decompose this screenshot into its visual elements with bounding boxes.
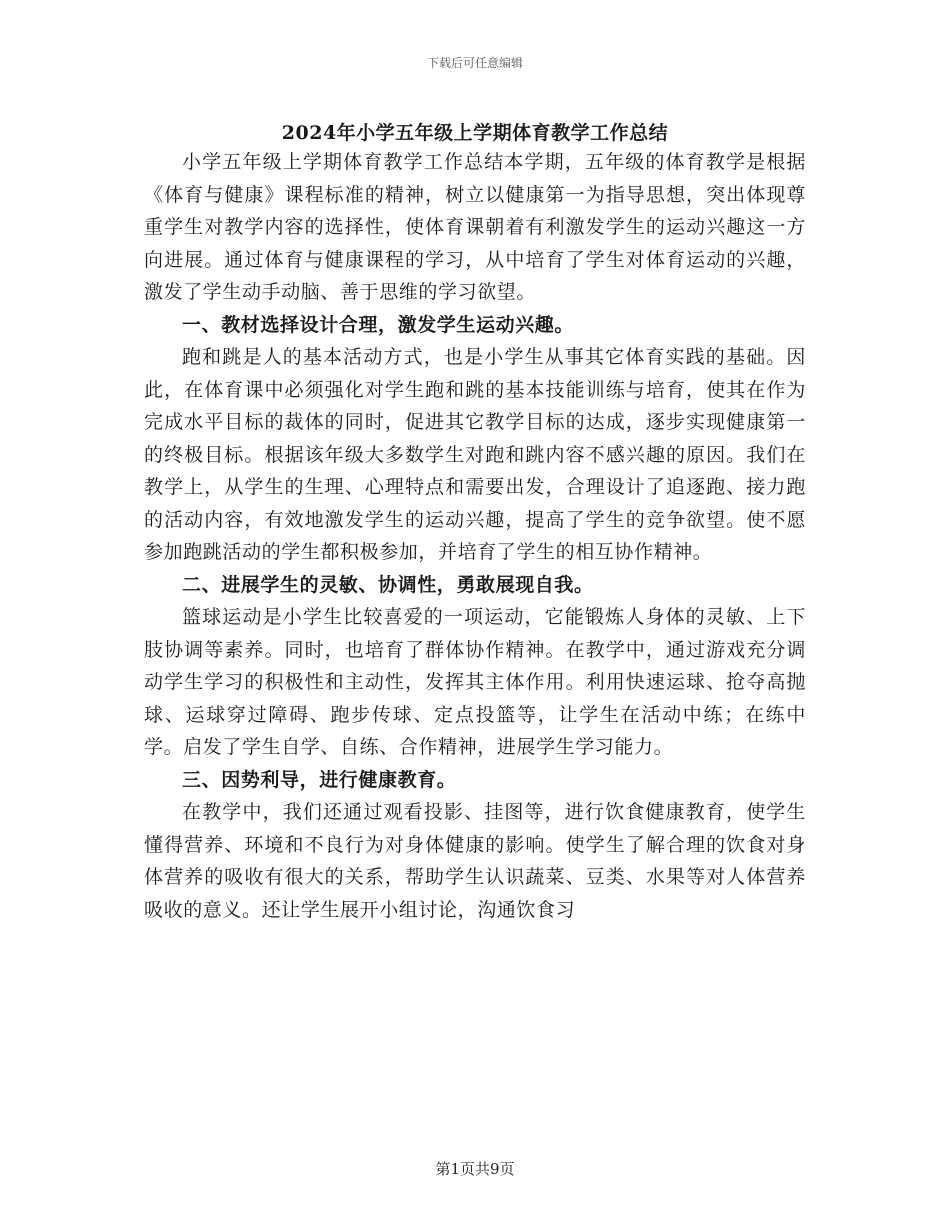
section-paragraph-2: 篮球运动是小学生比较喜爱的一项运动，它能锻炼人身体的灵敏、上下肢协调等素养。同时，也培育了群体协作精神。在教学中，通过游戏充分调动学生学习的积极性和主动性，发挥其主体作用。利用快速运球、抢夺高抛球、运球穿过障碍、跑步传球、定点投篮等，让学生在活动中练；在练中学。启发了学生自学、自练、合作精神，进展学生学习能力。 <box>144 606 806 758</box>
section-heading-3: 三、因势利导，进行健康教育。 <box>182 768 457 791</box>
section-paragraph-3: 在教学中，我们还通过观看投影、挂图等，进行饮食健康教育，使学生懂得营养、环境和不良行为对身体健康的影响。使学生了解合理的饮食对身体营养的吸收有很大的关系，帮助学生认识蔬菜、豆类、水果等对人体营养吸收的意义。还让学生展开小组讨论，沟通饮食习 <box>144 801 806 921</box>
document-body <box>144 146 806 926</box>
section-heading-2: 二、进展学生的灵敏、协调性，勇敢展现自我。 <box>182 573 594 596</box>
header-note: 下载后可任意编辑 <box>426 56 523 70</box>
document-title: 2024年小学五年级上学期体育教学工作总结 <box>281 122 669 144</box>
intro-paragraph: 小学五年级上学期体育教学工作总结本学期，五年级的体育教学是根据《体育与健康》课程标准的精神，树立以健康第一为指导思想，突出体现尊重学生对教学内容的选择性，使体育课朝着有利激发学生的运动兴趣这一方向进展。通过体育与健康课程的学习，从中培育了学生对体育运动的兴趣，激发了学生动手动脑、善于思维的学习欲望。 <box>144 151 806 303</box>
section-heading-1: 一、教材选择设计合理，激发学生运动兴趣。 <box>182 313 575 336</box>
section-paragraph-1: 跑和跳是人的基本活动方式，也是小学生从事其它体育实践的基础。因此，在体育课中必须强化对学生跑和跳的基本技能训练与培育，使其在作为完成水平目标的裁体的同时，促进其它教学目标的达成，逐步实现健康第一的终极目标。根据该年级大多数学生对跑和跳内容不感兴趣的原因。我们在教学上，从学生的生理、心理特点和需要出发，合理设计了追逐跑、接力跑的活动内容，有效地激发学生的运动兴趣，提高了学生的竞争欲望。使不愿参加跑跳活动的学生都积极参加，并培育了学生的相互协作精神。 <box>144 346 806 563</box>
page-number: 第1页共9页 <box>435 1160 515 1178</box>
